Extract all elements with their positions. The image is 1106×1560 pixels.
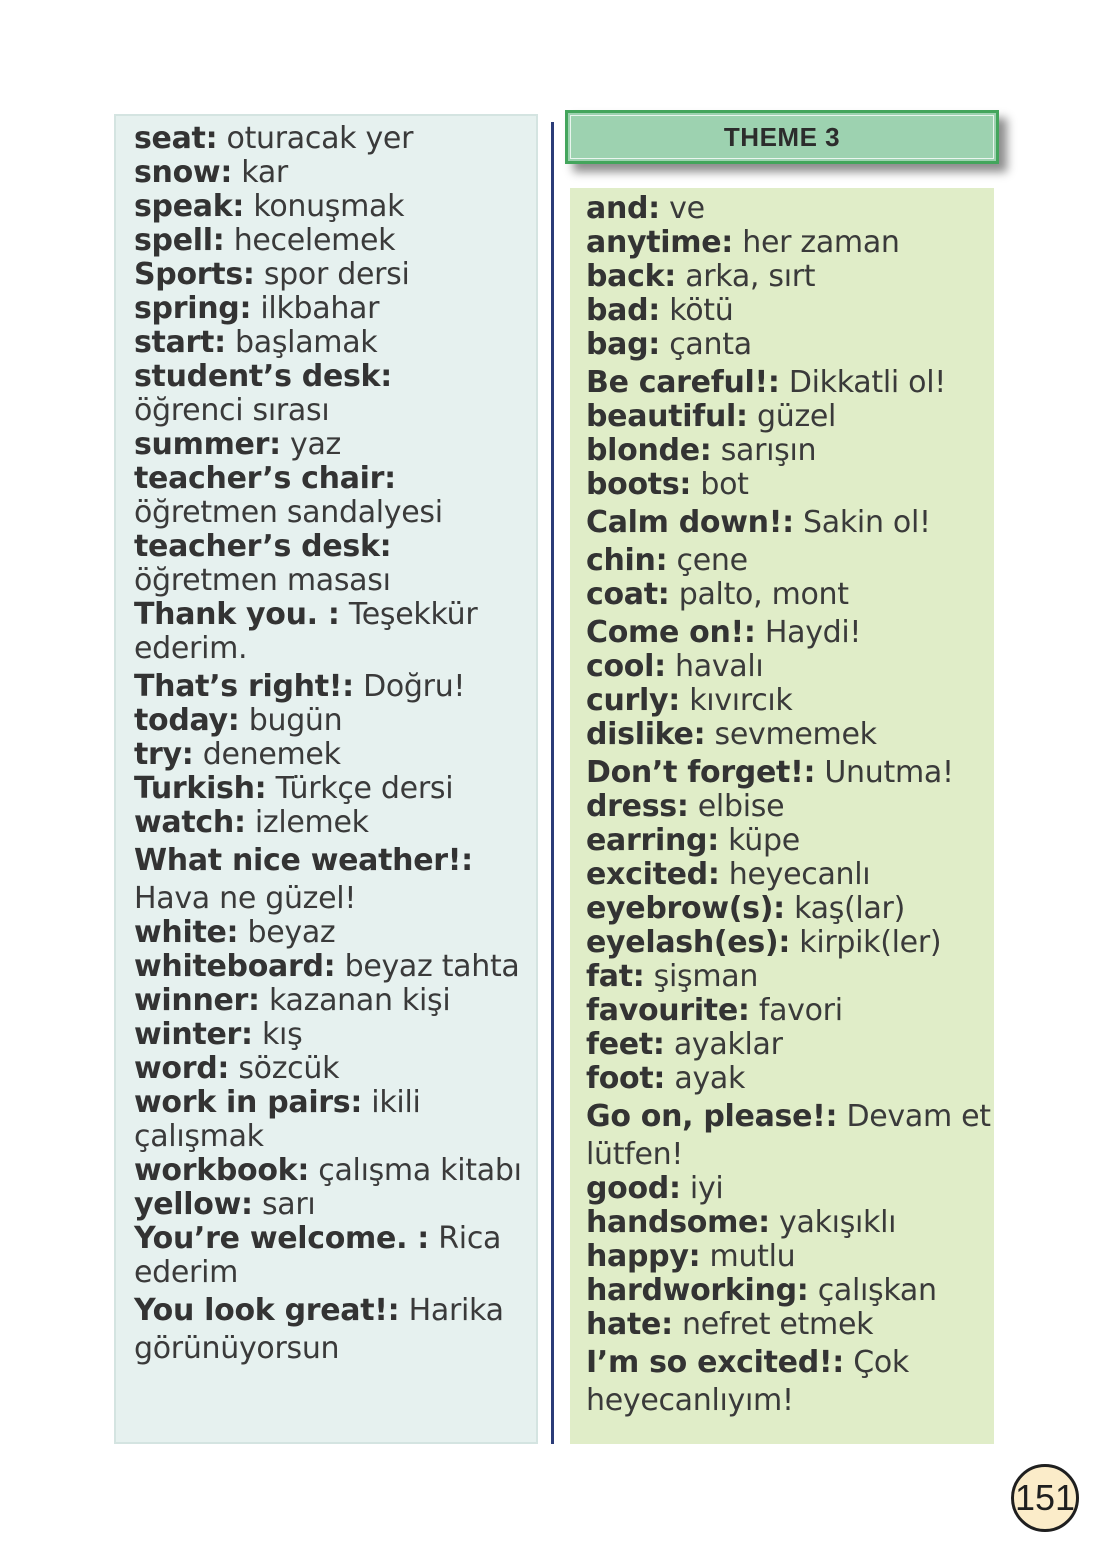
vocab-entry <box>586 858 994 892</box>
vocab-term: beautiful: <box>586 399 748 434</box>
vocab-term: eyebrow(s): <box>586 891 785 926</box>
vocab-definition: havalı <box>665 649 764 684</box>
vocab-term: foot: <box>586 1061 666 1096</box>
vocab-entry <box>134 806 536 840</box>
vocab-entry <box>586 926 994 960</box>
vocab-definition: ve <box>659 191 705 226</box>
vocab-definition: kazanan kişi <box>259 983 451 1018</box>
vocab-term: Come on!: <box>586 615 756 650</box>
vocab-term: teacher’s chair: <box>134 461 396 496</box>
vocab-term: winter: <box>134 1017 253 1052</box>
vocab-term: bag: <box>586 327 660 362</box>
vocab-entry <box>586 1062 994 1096</box>
vocab-definition: çalışmak <box>134 1119 264 1154</box>
vocab-term: I’m so excited!: <box>586 1345 844 1380</box>
vocab-definition: küpe <box>718 823 800 858</box>
vocab-entry <box>586 1308 994 1342</box>
vocab-entry <box>586 1384 994 1418</box>
vocab-term: try: <box>134 737 194 772</box>
vocab-term: work in pairs: <box>134 1085 363 1120</box>
vocab-entry <box>134 394 536 428</box>
vocab-term: dress: <box>586 789 689 824</box>
vocab-definition: Doğru! <box>353 669 466 704</box>
vocab-term: fat: <box>586 959 645 994</box>
vocab-definition: sarışın <box>711 433 817 468</box>
vocab-entry <box>134 882 536 916</box>
page-number-badge <box>1011 1464 1079 1532</box>
vocab-entry <box>586 260 994 294</box>
vocab-entry <box>586 718 994 752</box>
vocab-term: You’re welcome. : <box>134 1221 430 1256</box>
vocab-entry <box>134 670 536 704</box>
vocab-entry <box>586 1206 994 1240</box>
vocab-entry <box>586 1274 994 1308</box>
vocab-entry <box>586 616 994 650</box>
vocab-definition: Haydi! <box>755 615 862 650</box>
vocab-definition: oturacak yer <box>217 121 414 156</box>
vocab-definition: Teşekkür <box>339 597 478 632</box>
vocab-entry <box>586 294 994 328</box>
vocab-definition: Türkçe dersi <box>266 771 454 806</box>
vocab-definition: Çok <box>843 1345 909 1380</box>
vocab-entry <box>586 684 994 718</box>
vocab-term: workbook: <box>134 1153 310 1188</box>
vocab-term: teacher’s desk: <box>134 529 392 564</box>
vocab-term: good: <box>586 1171 681 1206</box>
vocab-term: word: <box>134 1051 230 1086</box>
vocab-definition: başlamak <box>225 325 378 360</box>
vocab-entry <box>586 1172 994 1206</box>
vocab-entry <box>134 844 536 878</box>
vocab-term: speak: <box>134 189 245 224</box>
vocab-term: Don’t forget!: <box>586 755 816 790</box>
vocab-definition: ilkbahar <box>251 291 380 326</box>
vocab-definition: spor dersi <box>254 257 410 292</box>
vocab-entry <box>134 1222 536 1256</box>
vocab-entry <box>134 258 536 292</box>
vocab-definition: Devam et <box>837 1099 991 1134</box>
vocab-definition: denemek <box>193 737 341 772</box>
vocab-definition: favori <box>749 993 843 1028</box>
vocab-definition: ederim <box>134 1255 239 1290</box>
vocab-entry <box>134 1154 536 1188</box>
vocab-entry <box>134 360 536 394</box>
vocab-term: eyelash(es): <box>586 925 791 960</box>
page-number: 151 <box>1014 1477 1076 1518</box>
vocab-definition: çalışkan <box>808 1273 937 1308</box>
left-vocabulary-panel <box>114 114 538 1444</box>
theme-title: THEME 3 <box>723 121 841 152</box>
vocab-entry <box>586 578 994 612</box>
vocab-definition: Dikkatli ol! <box>779 365 946 400</box>
vocab-term: favourite: <box>586 993 750 1028</box>
vocab-entry <box>586 226 994 260</box>
vocab-definition: heyecanlı <box>719 857 871 892</box>
vocab-definition: Harika <box>399 1293 504 1328</box>
vocab-entry <box>134 1120 536 1154</box>
vocab-definition: izlemek <box>245 805 369 840</box>
vocab-definition: çanta <box>660 327 752 362</box>
vocab-entry <box>134 1018 536 1052</box>
vocab-definition: öğretmen masası <box>134 563 391 598</box>
vocab-term: You look great!: <box>134 1293 400 1328</box>
vocab-entry <box>586 1346 994 1380</box>
vocab-entry <box>134 1256 536 1290</box>
vocab-entry <box>134 462 536 496</box>
vocab-term: cool: <box>586 649 666 684</box>
vocab-term: bad: <box>586 293 660 328</box>
vocab-term: yellow: <box>134 1187 253 1222</box>
vocab-entry <box>134 190 536 224</box>
vocab-entry <box>586 1138 994 1172</box>
vocab-entry <box>586 1240 994 1274</box>
vocab-definition: kötü <box>660 293 734 328</box>
vocab-entry <box>134 1294 536 1328</box>
vocab-term: spell: <box>134 223 225 258</box>
vocab-term: dislike: <box>586 717 706 752</box>
vocab-term: Sports: <box>134 257 255 292</box>
vocab-definition: arka, sırt <box>675 259 816 294</box>
vocab-definition: şişman <box>644 959 759 994</box>
vocab-entry <box>134 1188 536 1222</box>
vocab-entry <box>134 704 536 738</box>
vocab-definition: beyaz tahta <box>335 949 520 984</box>
vocab-entry <box>134 292 536 326</box>
vocab-definition: bugün <box>239 703 343 738</box>
vocab-entry <box>134 950 536 984</box>
vocab-entry <box>586 824 994 858</box>
vocab-entry <box>134 530 536 564</box>
vocab-entry <box>134 1332 536 1366</box>
vocab-term: That’s right!: <box>134 669 354 704</box>
vocab-term: feet: <box>586 1027 665 1062</box>
vocab-term: back: <box>586 259 676 294</box>
vocab-entry <box>586 468 994 502</box>
vocab-term: hardworking: <box>586 1273 809 1308</box>
vocab-term: hate: <box>586 1307 673 1342</box>
vocab-definition: kar <box>232 155 288 190</box>
vocab-definition: lütfen! <box>586 1137 684 1172</box>
vocab-definition: çalışma kitabı <box>309 1153 522 1188</box>
vocab-term: Go on, please!: <box>586 1099 838 1134</box>
vocab-definition: sarı <box>252 1187 316 1222</box>
vocab-definition: kaş(lar) <box>784 891 905 926</box>
vocab-entry <box>586 400 994 434</box>
vocab-definition: ederim. <box>134 631 248 666</box>
vocab-term: chin: <box>586 543 668 578</box>
vocab-definition: ayak <box>665 1061 746 1096</box>
vocab-entry <box>134 224 536 258</box>
vocab-term: Turkish: <box>134 771 267 806</box>
vocab-definition: palto, mont <box>669 577 849 612</box>
vocab-definition: kıvırcık <box>679 683 793 718</box>
vocab-definition: heyecanlıyım! <box>586 1383 794 1418</box>
column-divider <box>551 122 554 1444</box>
vocab-term: seat: <box>134 121 218 156</box>
vocab-term: whiteboard: <box>134 949 336 984</box>
theme-header <box>565 110 999 164</box>
vocab-definition: elbise <box>688 789 785 824</box>
vocab-entry <box>134 916 536 950</box>
vocab-definition: kirpik(ler) <box>790 925 942 960</box>
vocab-term: summer: <box>134 427 281 462</box>
vocab-definition: Rica <box>429 1221 502 1256</box>
vocab-term: student’s desk: <box>134 359 392 394</box>
vocab-entry <box>134 496 536 530</box>
vocab-term: happy: <box>586 1239 701 1274</box>
vocab-entry <box>134 1086 536 1120</box>
vocab-definition: bot <box>691 467 749 502</box>
vocab-entry <box>134 1052 536 1086</box>
vocab-entry <box>586 544 994 578</box>
vocab-definition: nefret etmek <box>672 1307 874 1342</box>
vocab-term: and: <box>586 191 660 226</box>
vocab-entry <box>586 790 994 824</box>
vocab-term: handsome: <box>586 1205 770 1240</box>
vocab-definition: görünüyorsun <box>134 1331 340 1366</box>
vocab-definition: Unutma! <box>815 755 954 790</box>
vocab-definition: ayaklar <box>664 1027 783 1062</box>
vocab-term: Be careful!: <box>586 365 780 400</box>
vocab-entry <box>586 1028 994 1062</box>
vocab-entry <box>134 738 536 772</box>
vocab-definition: kış <box>252 1017 303 1052</box>
vocab-definition: çene <box>667 543 748 578</box>
vocab-entry <box>586 366 994 400</box>
vocab-definition: hecelemek <box>224 223 396 258</box>
vocab-definition: mutlu <box>700 1239 796 1274</box>
vocab-definition: Hava ne güzel! <box>134 881 357 916</box>
vocab-definition: her zaman <box>733 225 900 260</box>
vocab-definition: beyaz <box>238 915 336 950</box>
vocab-entry <box>134 984 536 1018</box>
vocab-entry <box>586 328 994 362</box>
vocab-definition: sözcük <box>229 1051 340 1086</box>
vocab-entry <box>586 650 994 684</box>
vocab-term: earring: <box>586 823 719 858</box>
vocab-term: anytime: <box>586 225 733 260</box>
vocab-term: What nice weather!: <box>134 843 473 878</box>
vocab-term: snow: <box>134 155 233 190</box>
vocab-definition: yakışıklı <box>769 1205 897 1240</box>
vocab-entry <box>586 994 994 1028</box>
vocab-entry <box>586 960 994 994</box>
vocab-term: blonde: <box>586 433 712 468</box>
vocab-definition: öğretmen sandalyesi <box>134 495 443 530</box>
vocab-term: Calm down!: <box>586 505 794 540</box>
vocab-entry <box>586 434 994 468</box>
vocab-entry <box>586 892 994 926</box>
vocab-entry <box>134 122 536 156</box>
vocab-entry <box>586 506 994 540</box>
vocab-definition: Sakin ol! <box>793 505 931 540</box>
vocab-definition: ikili <box>362 1085 421 1120</box>
vocab-entry <box>134 632 536 666</box>
vocab-entry <box>586 756 994 790</box>
vocab-definition: konuşmak <box>244 189 405 224</box>
vocab-term: coat: <box>586 577 670 612</box>
vocab-term: start: <box>134 325 226 360</box>
vocab-term: Thank you. : <box>134 597 340 632</box>
vocab-entry <box>134 598 536 632</box>
vocab-term: spring: <box>134 291 252 326</box>
vocab-entry <box>586 192 994 226</box>
vocab-entry <box>586 1100 994 1134</box>
vocab-term: curly: <box>586 683 680 718</box>
vocab-definition: güzel <box>747 399 837 434</box>
vocab-entry <box>134 564 536 598</box>
vocab-definition: öğrenci sırası <box>134 393 330 428</box>
vocab-definition: sevmemek <box>705 717 877 752</box>
vocab-term: white: <box>134 915 239 950</box>
vocab-term: watch: <box>134 805 246 840</box>
right-vocabulary-panel <box>570 188 994 1444</box>
vocab-term: excited: <box>586 857 720 892</box>
vocab-term: boots: <box>586 467 692 502</box>
vocab-term: winner: <box>134 983 260 1018</box>
vocab-term: today: <box>134 703 240 738</box>
vocab-entry <box>134 772 536 806</box>
vocab-entry <box>134 156 536 190</box>
vocab-definition: yaz <box>280 427 342 462</box>
vocab-definition: iyi <box>680 1171 724 1206</box>
vocab-entry <box>134 428 536 462</box>
vocab-entry <box>134 326 536 360</box>
